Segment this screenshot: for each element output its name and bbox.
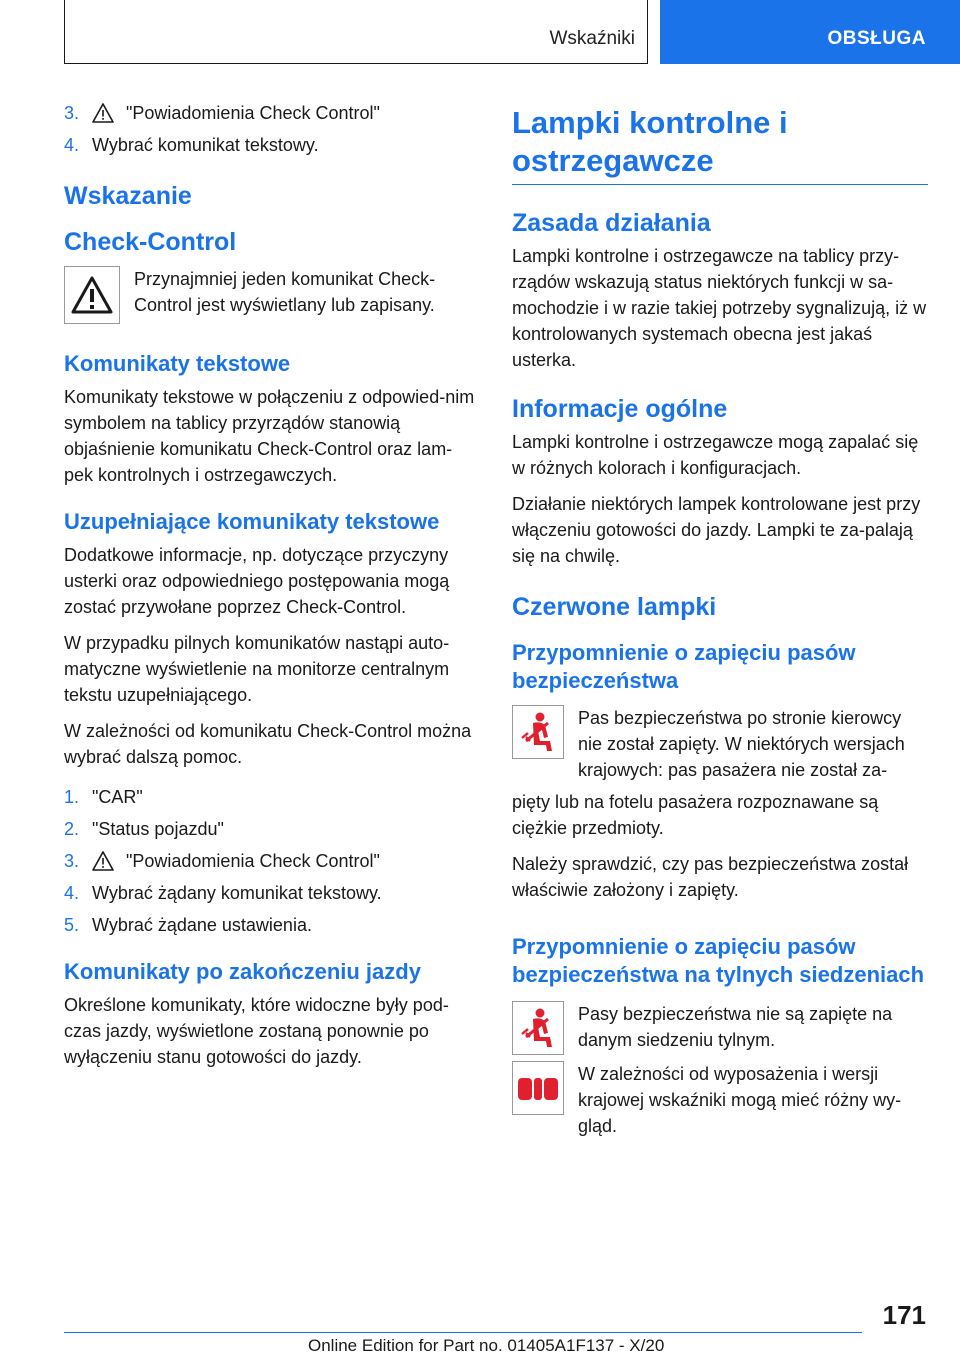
warning-icon-box bbox=[64, 266, 120, 324]
list-item: 5. Wybrać żądane ustawienia. bbox=[64, 915, 312, 935]
section-title: Wskaźniki bbox=[549, 28, 635, 49]
heading-lampki: Lampki kontrolne i ostrzegawcze bbox=[512, 104, 928, 185]
uzup-paragraph-3: W zależności od komunikatu Check-Control można wybrać dalszą pomoc. bbox=[64, 721, 472, 767]
section-tab bbox=[64, 0, 648, 64]
list-item: 4. Wybrać żądany komunikat tekstowy. bbox=[64, 883, 382, 903]
heading-czerwone: Czerwone lampki bbox=[512, 593, 717, 621]
steps-list bbox=[64, 784, 478, 938]
check-control-row bbox=[64, 266, 478, 324]
heading-uzupelniajace: Uzupełniające komunikaty tekstowe bbox=[64, 509, 440, 534]
page-header bbox=[0, 0, 960, 66]
warning-triangle-icon bbox=[70, 275, 114, 315]
heading-wskazanie: Wskazanie bbox=[64, 182, 192, 210]
list-item: 3. "Powiadomienia Check Control" bbox=[64, 103, 380, 123]
warning-triangle-icon bbox=[92, 103, 114, 123]
seatbelt-row bbox=[512, 705, 928, 783]
edition-text: Online Edition for Part no. 01405A1F137 - X/20 bbox=[308, 1336, 665, 1355]
heading-informacje: Informacje ogólne bbox=[512, 395, 728, 423]
info-paragraph-1: Lampki kontrolne i ostrzegawcze mogą zapalać się w różnych kolorach i konfiguracjach. bbox=[512, 432, 919, 478]
heading-po-zakonczeniu: Komunikaty po zakończeniu jazdy bbox=[64, 959, 421, 984]
warning-triangle-icon bbox=[92, 851, 114, 871]
chapter-title: OBSŁUGA bbox=[827, 28, 926, 49]
uzup-paragraph-1: Dodatkowe informacje, np. dotyczące przyczyny usterki oraz odpowiedniego postępowania mogą zostać przywołane poprzez Check-Control. bbox=[64, 545, 450, 617]
heading-komunikaty: Komunikaty tekstowe bbox=[64, 351, 291, 376]
rear-seatbelt-row bbox=[512, 1001, 928, 1055]
seatbelt-warning-icon bbox=[518, 1007, 558, 1049]
seatbelt-text-a: Pas bezpieczeństwa po stronie kierowcy nie został zapięty. W niektórych wersjach krajowych: pas pasażera nie został za- bbox=[578, 708, 905, 780]
left-column bbox=[64, 100, 478, 1080]
heading-zasada: Zasada działania bbox=[512, 209, 711, 237]
heading-przypomnienie: Przypomnienie o zapięciu pasów bezpieczeństwa bbox=[512, 640, 856, 693]
seatbelt-text-b: pięty lub na fotelu pasażera rozpoznawane są ciężkie przedmioty. bbox=[512, 792, 879, 838]
seatbelt-paragraph-2: Należy sprawdzić, czy pas bezpieczeństwa został właściwie założony i zapięty. bbox=[512, 854, 909, 900]
right-column bbox=[512, 104, 928, 1145]
heading-check-control: Check-Control bbox=[64, 228, 237, 256]
footer-divider bbox=[64, 1332, 862, 1333]
seatbelt-icon-box bbox=[512, 705, 564, 759]
rear-seatbelt-icon-box bbox=[512, 1001, 564, 1055]
seatbelt-warning-icon bbox=[518, 711, 558, 753]
list-item: 2. "Status pojazdu" bbox=[64, 819, 224, 839]
rear-seats-indicator-icon bbox=[516, 1068, 560, 1108]
chapter-tab bbox=[660, 0, 960, 64]
zasada-text: Lampki kontrolne i ostrzegawcze na tablicy przy-rządów wskazują status niektórych funkcji w sa-mochodzie i w razie takiej potrzeby sygnalizują, iż w kontrolowanych systemach obecna jest jakaś usterka. bbox=[512, 246, 927, 370]
page-number: 171 bbox=[882, 1300, 926, 1330]
heading-przypomnienie-tylne: Przypomnienie o zapięciu pasów bezpieczeństwa na tylnych siedzeniach bbox=[512, 934, 925, 987]
list-item: 3. "Powiadomienia Check Control" bbox=[64, 851, 380, 871]
uzup-paragraph-2: W przypadku pilnych komunikatów nastąpi auto-matyczne wyświetlenie na monitorze centralnym tekstu uzupełniającego. bbox=[64, 633, 450, 705]
check-control-text: Przynajmniej jeden komunikat Check-Control jest wyświetlany lub zapisany. bbox=[134, 269, 436, 315]
rear-seats-icon-box bbox=[512, 1061, 564, 1115]
info-paragraph-2: Działanie niektórych lampek kontrolowane jest przy włączeniu gotowości do jazdy. Lampki te za-palają się na chwilę. bbox=[512, 494, 921, 566]
po-zakonczeniu-text: Określone komunikaty, które widoczne były pod-czas jazdy, wyświetlone zostaną ponownie po wyłączeniu stanu gotowości do jazdy. bbox=[64, 995, 449, 1067]
list-item: 4. Wybrać komunikat tekstowy. bbox=[64, 135, 319, 155]
rear-seatbelt-text-2: W zależności od wyposażenia i wersji krajowej wskaźniki mogą mieć różny wy-gląd. bbox=[578, 1064, 902, 1136]
komunikaty-text: Komunikaty tekstowe w połączeniu z odpowied-nim symbolem na tablicy przyrządów stanowią objaśnienie komunikatu Check-Control oraz lam-pek kontrolnych i ostrzegawczych. bbox=[64, 387, 475, 485]
rear-seatbelt-row-2 bbox=[512, 1061, 928, 1139]
steps-top-list bbox=[64, 100, 478, 158]
list-item: 1. "CAR" bbox=[64, 787, 143, 807]
rear-seatbelt-text: Pasy bezpieczeństwa nie są zapięte na danym siedzeniu tylnym. bbox=[578, 1004, 893, 1050]
